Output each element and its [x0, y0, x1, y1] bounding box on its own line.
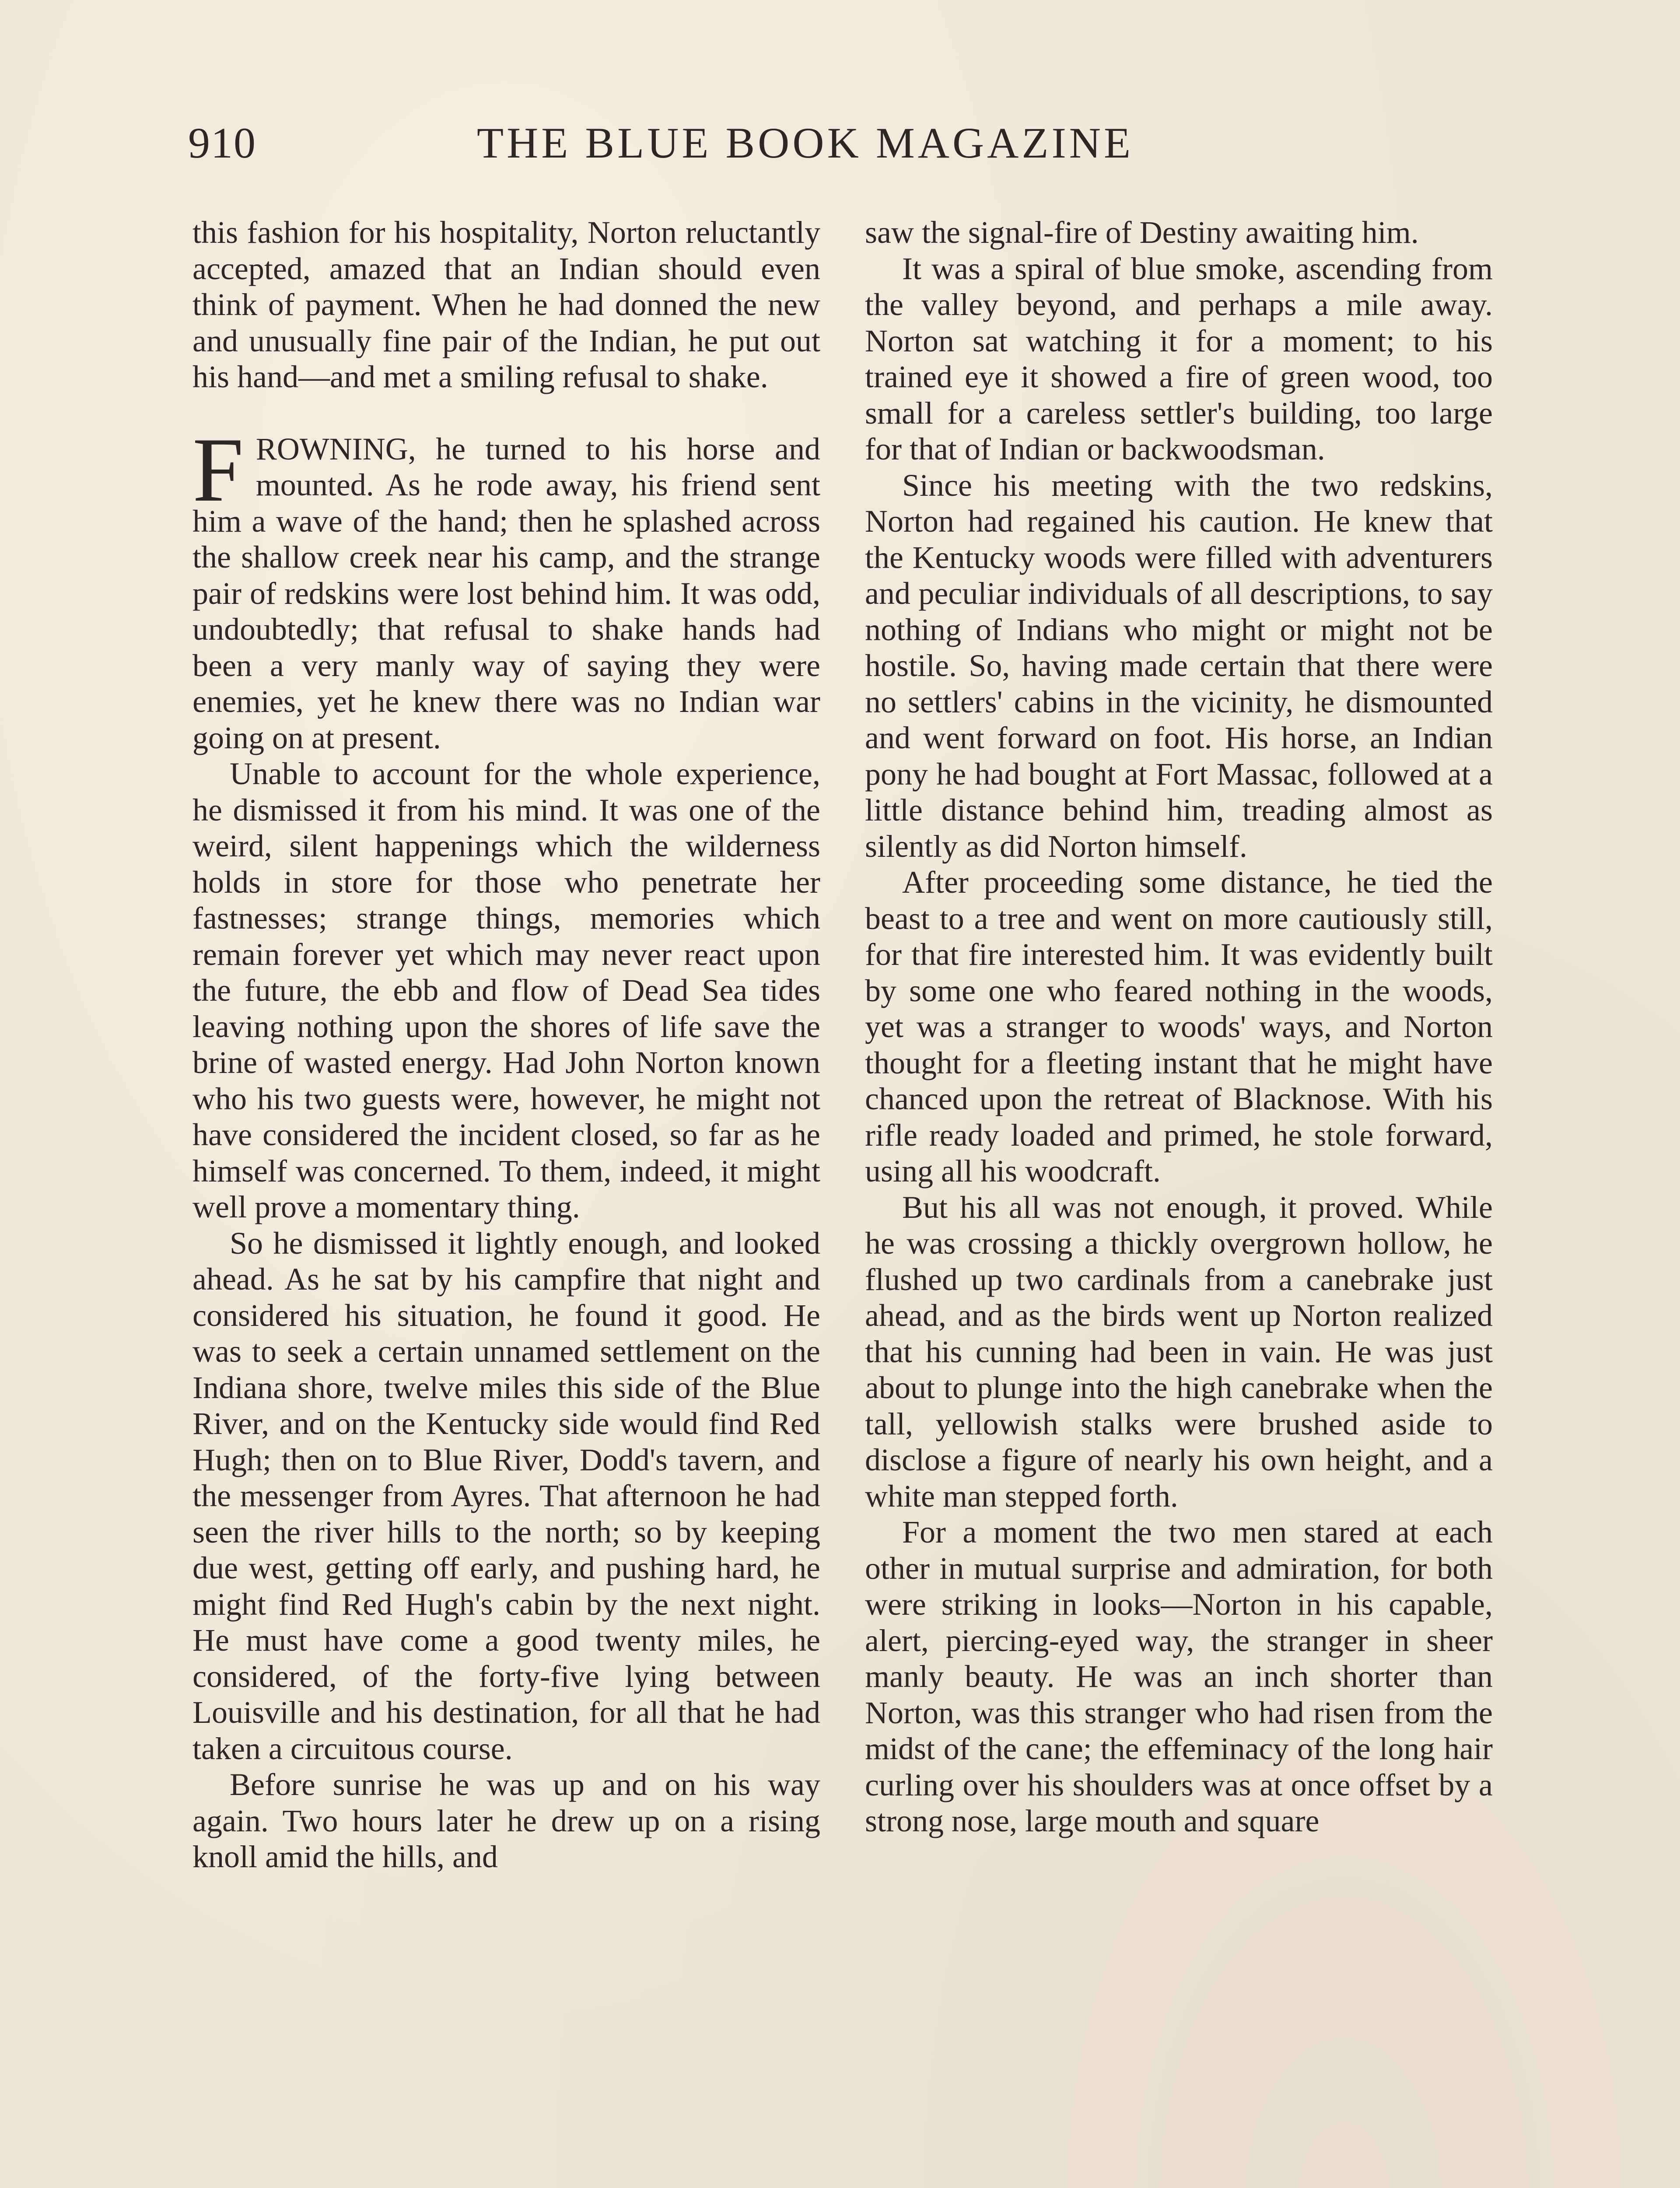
- paragraph: So he dismissed it lightly enough, and looked ahead. As he sat by his campfire that night and considered his situation, he found it good. He was to seek a certain unnamed settlement on the Indiana shore, twelve miles this side of the Blue River, and on the Kentucky side would find Red Hugh; then on to Blue River, Dodd's tavern, and the messenger from Ayres. That afternoon he had seen the river hills to the north; so by keeping due west, getting off early, and pushing hard, he might find Red Hugh's cabin by the next night. He must have come a good twenty miles, he considered, of the forty-five lying between Louisville and his destination, for all that he had taken a circuitous course.: [192, 1225, 820, 1766]
- drop-cap: F: [192, 419, 244, 521]
- paragraph: saw the signal-fire of Destiny awaiting him.: [865, 215, 1419, 250]
- paragraph: It was a spiral of blue smoke, ascending from the valley beyond, and perhaps a mile away. Norton sat watching it for a moment; to his trained eye it showed a fire of green wood, too small for a careless settler's building, too large for that of Indian or backwoodsman.: [865, 251, 1493, 466]
- magazine-title: THE BLUE BOOK MAGAZINE: [477, 119, 1134, 167]
- paragraph: Before sunrise he was up and on his way again. Two hours later he drew up on a rising knoll amid the hills, and: [192, 1767, 820, 1874]
- paragraph: Unable to account for the whole experience, he dismissed it from his mind. It was one of the weird, silent happenings which the wilderness holds in store for those who penetrate her fastnesses; strange things, memories which remain forever yet which may never react upon the future, the ebb and flow of Dead Sea tides leaving nothing upon the shores of life save the brine of wasted energy. Had John Norton known who his two guests were, however, he might not have considered the incident closed, so far as he himself was concerned. To them, indeed, it might well prove a momentary thing.: [192, 756, 820, 1224]
- paragraph-with-drop-cap: [192, 419, 820, 756]
- left-column: [192, 214, 820, 1875]
- paragraph-text: ROWNING, he turned to his horse and mounted. As he rode away, his friend sent him a wave of the hand; then he splashed across the shallow creek near his camp, and the strange pair of redskins were lost behind him. It was odd, undoubtedly; that refusal to shake hands had been a very manly way of saying they were enemies, yet he knew there was no Indian war going on at present.: [192, 431, 820, 755]
- paragraph: But his all was not enough, it proved. While he was crossing a thickly overgrown hollow, he flushed up two cardinals from a canebrake just ahead, and as the birds went up Norton realized that his cunning had been in vain. He was just about to plunge into the high canebrake when the tall, yellowish stalks were brushed aside to disclose a figure of nearly his own height, and a white man stepped forth.: [865, 1189, 1493, 1514]
- right-column: [865, 214, 1493, 1839]
- paragraph: After proceeding some distance, he tied the beast to a tree and went on more cautiously still, for that fire interested him. It was evidently built by some one who feared nothing in the woods, yet was a stranger to woods' ways, and Norton thought for a fleeting instant that he might have chanced upon the retreat of Blacknose. With his rifle ready loaded and primed, he stole forward, using all his woodcraft.: [865, 865, 1493, 1189]
- page-number: 910: [188, 119, 256, 167]
- page-header: [188, 115, 1208, 172]
- paragraph: this fashion for his hospitality, Norton reluctantly accepted, amazed that an Indian should even think of payment. When he had donned the new and unusually fine pair of the Indian, he put out his hand—and met a smiling refusal to shake.: [192, 215, 820, 394]
- paragraph: Since his meeting with the two redskins, Norton had regained his caution. He knew that the Kentucky woods were filled with adventurers and peculiar individuals of all descriptions, to say nothing of Indians who might or might not be hostile. So, having made certain that there were no settlers' cabins in the vicinity, he dismounted and went forward on foot. His horse, an Indian pony he had bought at Fort Massac, followed at a little distance behind him, treading almost as silently as did Norton himself.: [865, 467, 1493, 864]
- paragraph: For a moment the two men stared at each other in mutual surprise and admiration, for both were striking in looks—Norton in his capable, alert, piercing-eyed way, the stranger in sheer manly beauty. He was an inch shorter than Norton, was this stranger who had risen from the midst of the cane; the effeminacy of the long hair curling over his shoulders was at once offset by a strong nose, large mouth and square: [865, 1515, 1493, 1838]
